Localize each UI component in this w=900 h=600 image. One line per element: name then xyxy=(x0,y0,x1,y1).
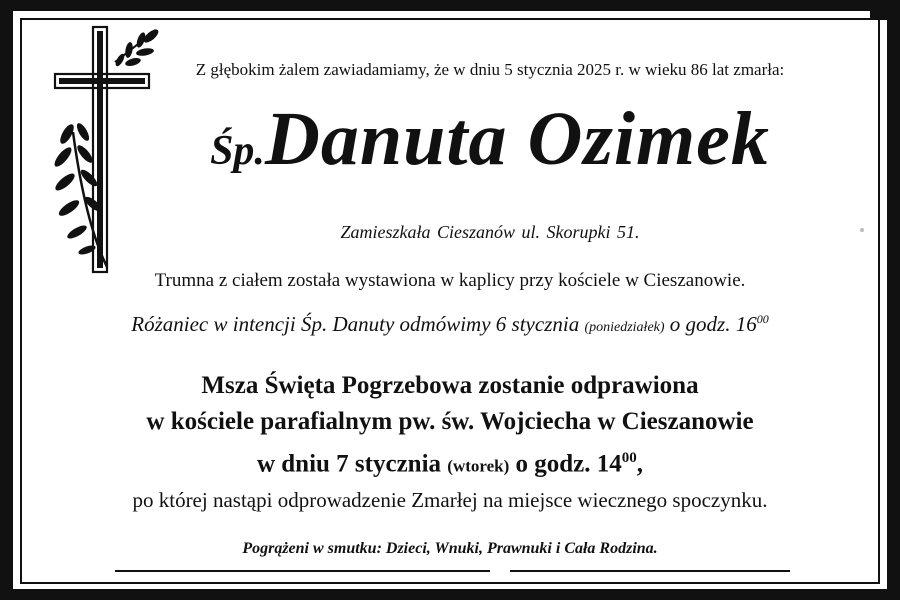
mourners-text: Pogrążeni w smutku: Dzieci, Wnuki, Prawnuki i Cała Rodzina. xyxy=(242,540,658,557)
rosary-day: (poniedziałek) xyxy=(584,320,665,335)
title-prefix: Śp. xyxy=(210,128,265,174)
border-bottom xyxy=(0,589,900,600)
divider-left xyxy=(115,570,490,572)
rosary-main: Różaniec w intencji Śp. Danuty odmówimy 6 stycznia xyxy=(131,312,580,336)
corner-notch xyxy=(870,0,900,20)
border-top xyxy=(0,0,900,11)
rosary-time-minutes: 00 xyxy=(756,312,769,326)
intro-text: Z głębokim żalem zawiadamiamy, że w dniu 5 stycznia 2025 r. w wieku 86 lat zmarła: xyxy=(195,60,785,79)
rosary-text xyxy=(0,312,900,337)
mass-line-2: w kościele parafialnym pw. św. Wojciecha w Cieszanowie xyxy=(146,408,754,435)
mass-time: o godz. 14 xyxy=(515,450,622,478)
address-text: Zamieszkała Cieszanów ul. Skorupki 51. xyxy=(340,222,640,242)
mass-day: (wtorek) xyxy=(447,456,510,476)
mass-time-suffix: , xyxy=(636,450,644,478)
mass-date: w dniu 7 stycznia xyxy=(256,450,442,478)
mass-line-1: Msza Święta Pogrzebowa zostanie odprawiona xyxy=(201,372,699,399)
mass-time-minutes: 00 xyxy=(621,450,637,466)
rosary-time: o godz. 16 xyxy=(669,312,757,336)
procession-text: po której nastąpi odprowadzenie Zmarłej na miejsce wiecznego spoczynku. xyxy=(132,488,768,512)
speck xyxy=(860,228,864,232)
coffin-text: Trumna z ciałem została wystawiona w kaplicy przy kościele w Cieszanowie. xyxy=(154,270,746,291)
mass-date-line xyxy=(0,450,900,478)
divider-right xyxy=(510,570,790,572)
deceased-name-row xyxy=(110,96,870,183)
deceased-name: Danuta Ozimek xyxy=(264,97,770,181)
